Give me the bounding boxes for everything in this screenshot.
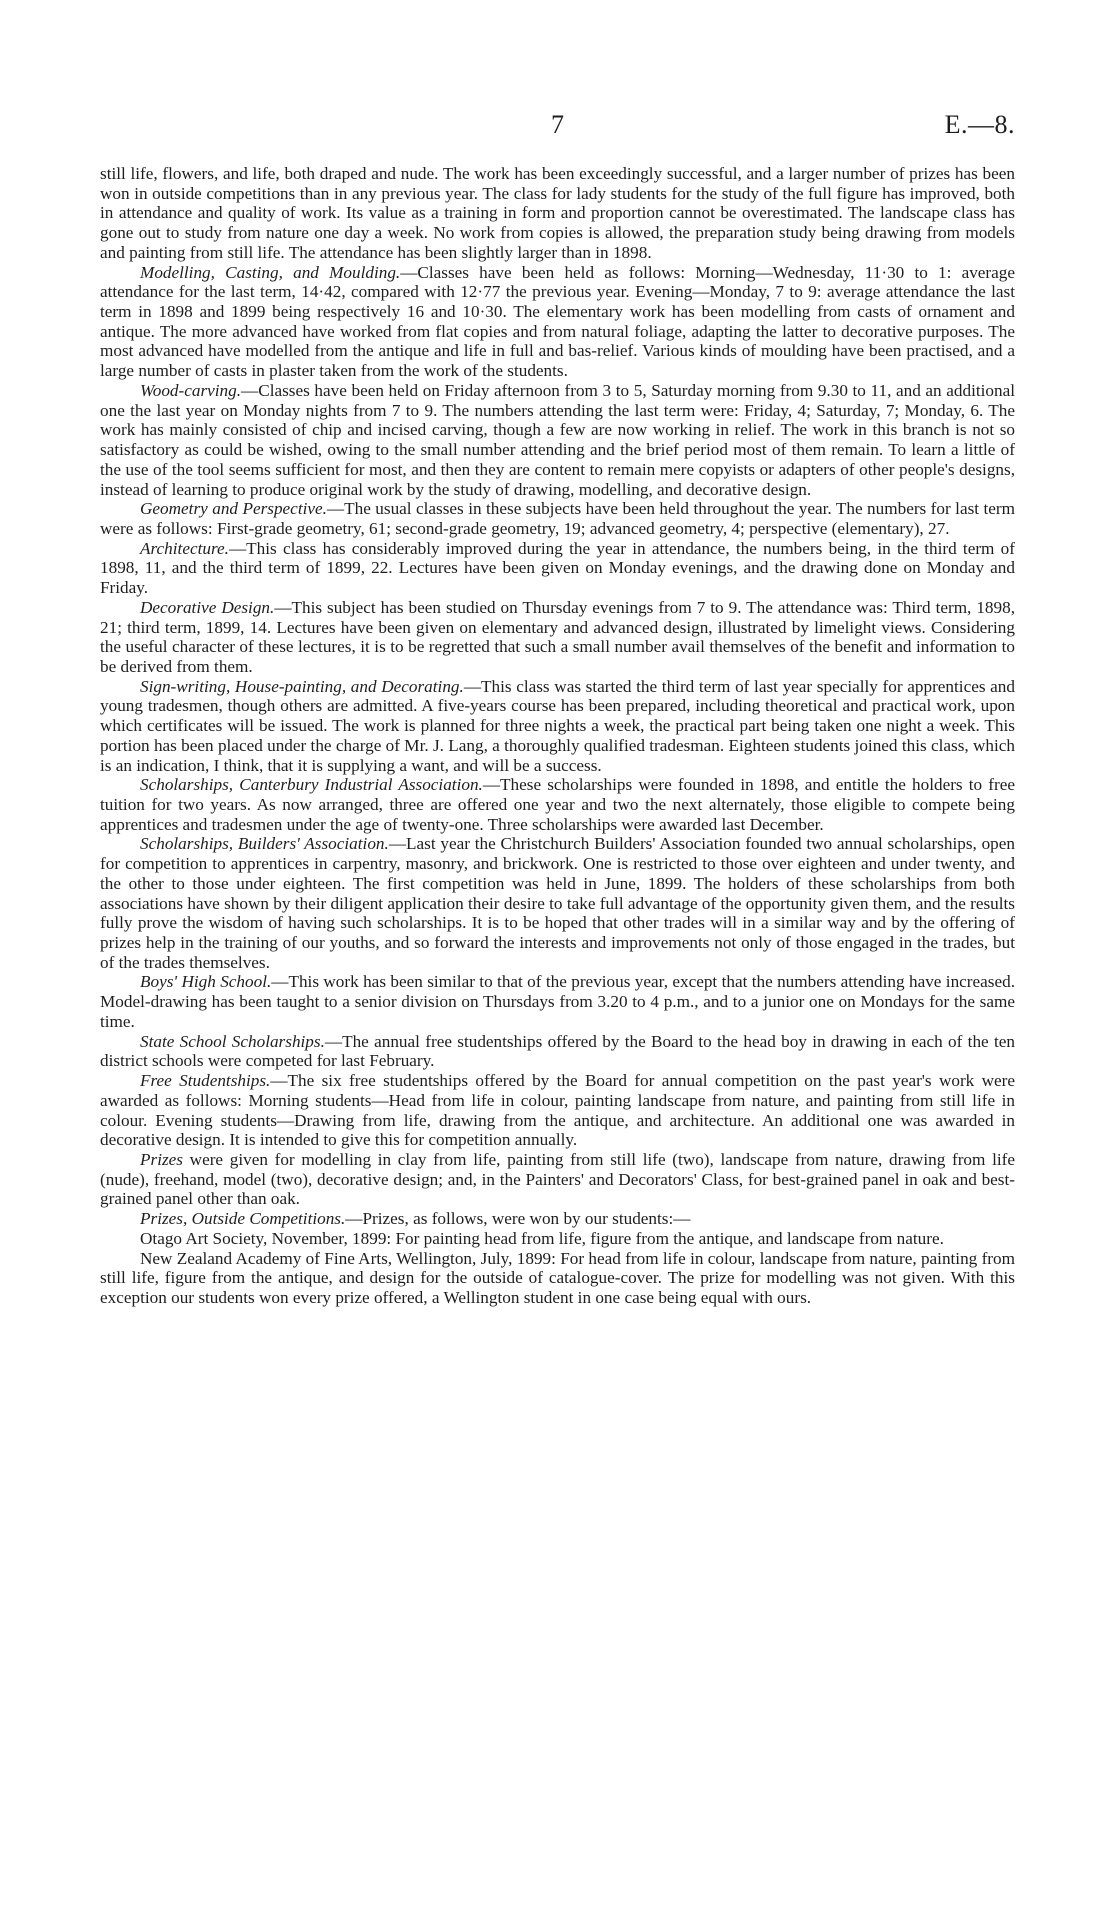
paragraph-heading: Prizes	[140, 1149, 183, 1169]
paragraph	[100, 677, 1015, 776]
paragraph	[100, 1150, 1015, 1209]
paragraph-text: —Last year the Christchurch Builders' Association founded two annual scholarships, open for competition to apprentices in carpentry, masonry, and brickwork. One is restricted to those over eighteen and under twenty, and the other to those under eighteen. The first competition was held in June, 1899. The holders of these scholarships from both associations have shown by their diligent application their desire to take full advantage of the opportunity given them, and the results fully prove the wisdom of having such scholarships. It is to be hoped that other trades will in a similar way and by the offering of prizes help in the training of our youths, and so forward the interests and improvements not only of those engaged in the trades, but of the trades themselves.	[100, 834, 1016, 972]
paragraph-text: —Classes have been held as follows: Morning—Wednesday, 11·30 to 1: average attendance for the last term, 14·42, compared with 12·77 the previous year. Evening—Monday, 7 to 9: average attendance the last term in 1898 and 1899 being respectively 16 and 10·30. The elementary work has been modelling from casts of ornament and antique. The more advanced have worked from flat copies and from natural foliage, adapting the latter to decorative purposes. The most advanced have modelled from the antique and life in full and bas-relief. Various kinds of moulding have been practised, and a large number of casts in plaster taken from the work of the students.	[100, 262, 1016, 381]
paragraph	[100, 775, 1015, 834]
paragraph-heading: Prizes, Outside Competitions.	[140, 1209, 346, 1229]
paragraph-heading: Scholarships, Canterbury Industrial Association.	[140, 775, 483, 795]
paragraph-heading: Sign-writing, House-painting, and Decorating.	[140, 676, 464, 696]
paragraph-heading: Boys' High School.	[140, 972, 272, 992]
paragraph-text: —The usual classes in these subjects have been held throughout the year. The numbers for last term were as follows: First-grade geometry, 61; second-grade geometry, 19; advanced geometry, 4; perspective (elementary), 27.	[100, 499, 1015, 538]
paragraph-heading: Decorative Design.	[140, 597, 275, 617]
paragraph	[100, 381, 1015, 499]
paragraph-heading: State School Scholarships.	[140, 1031, 325, 1051]
paragraph	[100, 263, 1015, 381]
paragraph-text: —This work has been similar to that of the previous year, except that the numbers attending have increased. Model-drawing has been taught to a senior division on Thursdays from 3.20 to 4 p.m., and to a junior one on Mondays for the same time.	[100, 972, 1015, 1031]
paragraph-text: were given for modelling in clay from life, painting from still life (two), landscape from nature, drawing from life (nude), freehand, model (two), decorative design; and, in the Painters' and Decorators' Class, for best-grained panel in oak and best-grained panel other than oak.	[100, 1149, 1015, 1209]
paragraph	[100, 164, 1015, 263]
paragraph	[100, 1229, 1015, 1249]
paragraph-text: —The six free studentships offered by the Board for annual competition on the past year's work were awarded as follows: Morning students—Head from life in colour, painting landscape from nature, and painting from still life in colour. Evening students—Drawing from life, drawing from the antique, and architecture. An additional one was awarded in decorative design. It is intended to give this for competition annually.	[100, 1071, 1016, 1150]
page-number: 7	[551, 110, 564, 139]
paragraph-heading: Scholarships, Builders' Association.	[140, 834, 389, 854]
paragraph	[100, 1209, 1015, 1229]
paragraph-heading: Geometry and Perspective.	[140, 499, 327, 519]
paragraph	[100, 499, 1015, 538]
paragraph-text: —This class has considerably improved during the year in attendance, the numbers being, in the third term of 1898, 11, and the third term of 1899, 22. Lectures have been given on Monday evenings, and the drawing done on Monday and Friday.	[100, 538, 1015, 598]
paragraph	[100, 598, 1015, 677]
paragraph	[100, 1032, 1015, 1071]
paragraph-text: —The annual free studentships offered by the Board to the head boy in drawing in each of the ten district schools were competed for last February.	[100, 1031, 1015, 1071]
paragraph-heading: Modelling, Casting, and Moulding.	[140, 262, 401, 282]
paragraph-heading: Architecture.	[140, 538, 229, 558]
paragraph-text: —This subject has been studied on Thursday evenings from 7 to 9. The attendance was: Third term, 1898, 21; third term, 1899, 14. Lectures have been given on elementary and advanced design, illustrated by limelight views. Considering the useful character of these lectures, it is to be regretted that such a small number avail themselves of the benefit and information to be derived from them.	[100, 597, 1015, 676]
body-text	[100, 164, 1015, 1308]
paragraph	[100, 1249, 1015, 1308]
paragraph-heading: Wood-carving.	[140, 380, 242, 400]
paragraph	[100, 972, 1015, 1031]
paragraph-text: —These scholarships were founded in 1898, and entitle the holders to free tuition for two years. As now arranged, three are offered one year and two the next alternately, those eligible to compete being apprentices and tradesmen under the age of twenty-one. Three scholarships were awarded last December.	[100, 775, 1016, 834]
paragraph-text: —Classes have been held on Friday afternoon from 3 to 5, Saturday morning from 9.30 to 11, and an additional one the last year on Monday nights from 7 to 9. The numbers attending the last term were: Friday, 4; Saturday, 7; Monday, 6. The work has mainly consisted of chip and incised carving, though a few are now working in relief. The work in this branch is not so satisfactory as could be wished, owing to the small number attending and the brief period most of them remain. To learn a little of the use of the tool seems sufficient for most, and then they are content to remain mere copyists or adapters of other people's designs, instead of learning to produce original work by the study of drawing, modelling, and decorative design.	[100, 380, 1015, 499]
paragraph-text: still life, flowers, and life, both draped and nude. The work has been exceedingly successful, and a larger number of prizes has been won in outside competitions than in any previous year. The class for lady students for the study of the full figure has improved, both in attendance and quality of work. Its value as a training in form and proportion cannot be overestimated. The landscape class has gone out to study from nature one day a week. No work from copies is allowed, the preparation study being drawing from models and painting from still life. The attendance has been slightly larger than in 1898.	[100, 164, 1015, 262]
paragraph-text: Otago Art Society, November, 1899: For painting head from life, figure from the antique, and landscape from nature.	[140, 1228, 944, 1248]
paragraph	[100, 1071, 1015, 1150]
document-reference: E.—8.	[944, 110, 1015, 139]
paragraph-text: —Prizes, as follows, were won by our students:—	[345, 1209, 691, 1229]
paragraph-text: New Zealand Academy of Fine Arts, Wellington, July, 1899: For head from life in colour, landscape from nature, painting from still life, figure from the antique, and design for the outside of catalogue-cover. The prize for modelling was not given. With this exception our students won every prize offered, a Wellington student in one case being equal with ours.	[100, 1248, 1015, 1307]
paragraph	[100, 539, 1015, 598]
page-header	[100, 110, 1015, 150]
paragraph-heading: Free Studentships.	[140, 1071, 271, 1091]
paragraph-text: —This class was started the third term of last year specially for apprentices and young tradesmen, though others are admitted. A five-years course has been prepared, including theoretical and practical work, upon which certificates will be issued. The work is planned for three nights a week, the practical part being taken one night a week. This portion has been placed under the charge of Mr. J. Lang, a thoroughly qualified tradesman. Eighteen students joined this class, which is an indication, I think, that it is supplying a want, and will be a success.	[100, 676, 1015, 775]
paragraph	[100, 834, 1015, 972]
